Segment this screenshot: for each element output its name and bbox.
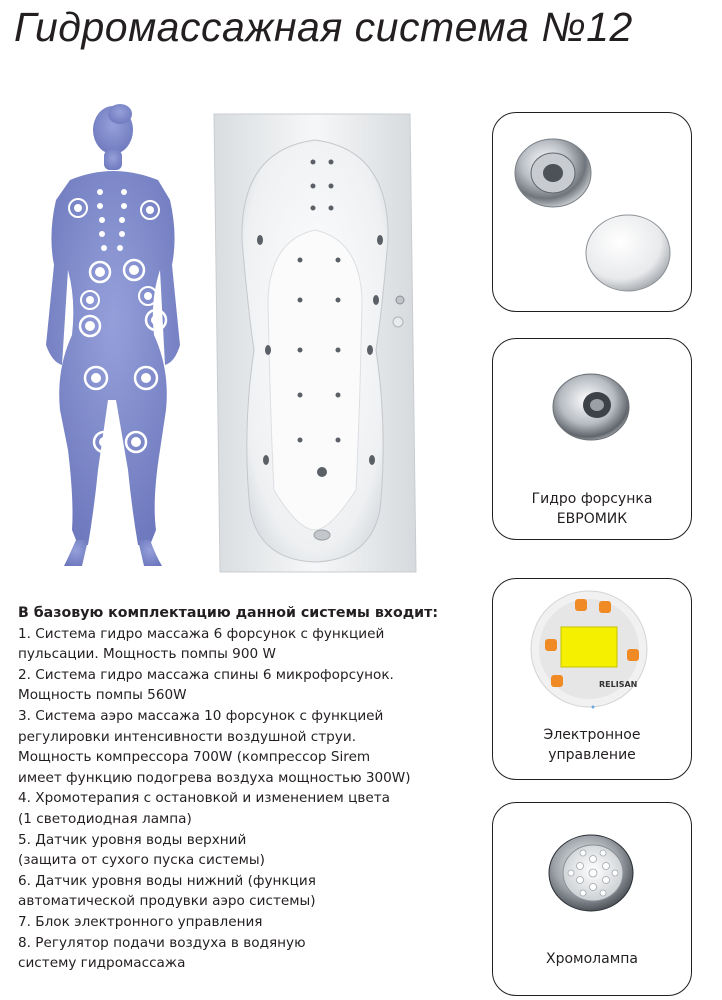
hydro-nozzle-photo xyxy=(493,339,691,469)
bathtub-image xyxy=(210,110,420,580)
spec-line: 6. Датчик уровня воды нижний (функция xyxy=(18,872,316,889)
spec-line: 7. Блок электронного управления xyxy=(18,913,263,930)
spec-line: (защита от сухого пуска системы) xyxy=(18,852,265,869)
body-silhouette xyxy=(46,104,180,566)
card-label-line: управление xyxy=(548,747,636,763)
spec-line: регулировки интенсивности воздушной струи. xyxy=(18,728,357,745)
card-chromolamp xyxy=(492,802,692,996)
spec-line: 8. Регулятор подачи воздуха в водяную xyxy=(18,934,306,951)
spec-line: 2. Система гидро массажа спины 6 микрофорсунок. xyxy=(18,666,394,683)
spec-line: автоматической продувки аэро системы) xyxy=(18,893,316,910)
card-electronic-control xyxy=(492,578,692,780)
spec-line: 4. Хромотерапия с остановкой и изменением цвета xyxy=(18,790,390,807)
spec-line: Мощность помпы 560W xyxy=(18,687,187,704)
spec-heading: В базовую комплектацию данной системы входит: xyxy=(18,605,438,621)
spec-line: (1 светодиодная лампа) xyxy=(18,810,192,827)
card-hydro-nozzle xyxy=(492,338,692,540)
spec-list xyxy=(18,603,488,974)
control-panel-photo xyxy=(493,579,691,709)
spec-line: имеет функцию подогрева воздуха мощностью 300W) xyxy=(18,769,411,786)
card-label-line: ЕВРОМИК xyxy=(556,511,628,527)
card-label-line: Хромолампа xyxy=(546,951,638,967)
spec-line: пульсации. Мощность помпы 900 W xyxy=(18,646,276,663)
spec-line: систему гидромассажа xyxy=(18,955,186,972)
control-brand-logo: RELISAN xyxy=(599,680,638,689)
card-label-line: Электронное xyxy=(543,727,641,743)
spec-line: 3. Система аэро массажа 10 форсунок с функцией xyxy=(18,707,384,724)
body-figure-image xyxy=(20,100,205,570)
card-jet-nozzle xyxy=(492,112,692,312)
jet-nozzle-photo xyxy=(493,113,691,311)
spec-line: Мощность компрессора 700W (компрессор Sirem xyxy=(18,749,371,766)
spec-line: 1. Система гидро массажа 6 форсунок с функцией xyxy=(18,625,385,642)
page-title: Гидромассажная система №12 xyxy=(14,4,633,50)
card-label-line: Гидро форсунка xyxy=(531,491,653,507)
chromolamp-photo xyxy=(493,803,691,933)
spec-line: 5. Датчик уровня воды верхний xyxy=(18,831,247,848)
